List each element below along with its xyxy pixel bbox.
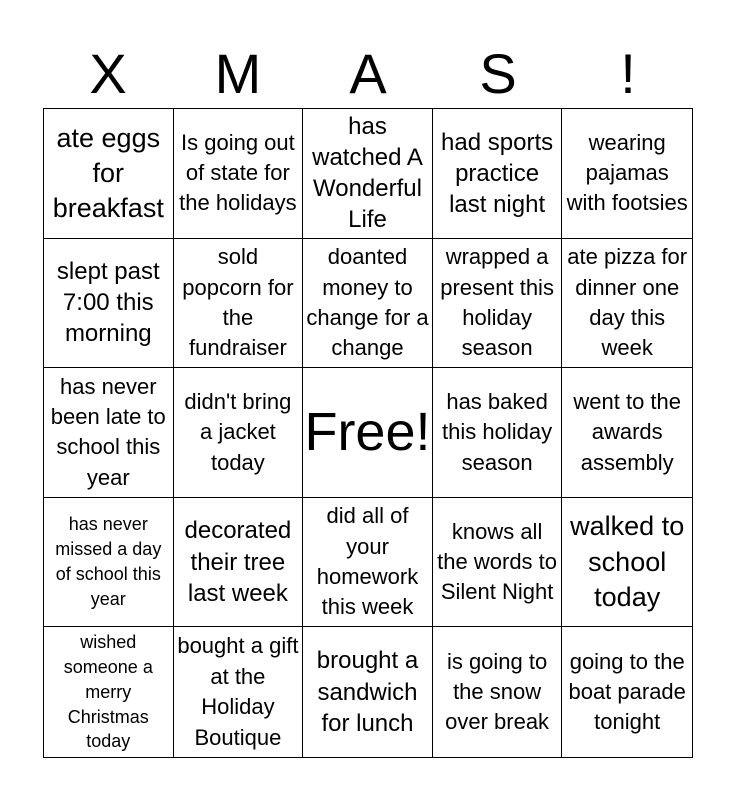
header-letter: A: [349, 42, 387, 105]
free-space[interactable]: Free!: [303, 368, 433, 498]
header-letter: S: [479, 42, 517, 105]
bingo-cell[interactable]: ate eggs for breakfast: [44, 109, 174, 239]
bingo-cell[interactable]: wrapped a present this holiday season: [433, 239, 563, 369]
bingo-cell[interactable]: went to the awards assembly: [562, 368, 692, 498]
bingo-cell[interactable]: decorated their tree last week: [174, 498, 304, 628]
bingo-header: [43, 40, 693, 108]
bingo-cell[interactable]: is going to the snow over break: [433, 627, 563, 757]
bingo-cell[interactable]: slept past 7:00 this morning: [44, 239, 174, 369]
bingo-cell[interactable]: knows all the words to Silent Night: [433, 498, 563, 628]
bingo-cell[interactable]: wished someone a merry Christmas today: [44, 627, 174, 757]
bingo-cell[interactable]: has baked this holiday season: [433, 368, 563, 498]
bingo-cell[interactable]: walked to school today: [562, 498, 692, 628]
header-letter: !: [620, 42, 636, 105]
bingo-cell[interactable]: has never been late to school this year: [44, 368, 174, 498]
header-letter: X: [89, 42, 127, 105]
bingo-cell[interactable]: has watched A Wonderful Life: [303, 109, 433, 239]
bingo-cell[interactable]: sold popcorn for the fundraiser: [174, 239, 304, 369]
bingo-grid: [43, 108, 693, 758]
bingo-cell[interactable]: doanted money to change for a change: [303, 239, 433, 369]
bingo-cell[interactable]: ate pizza for dinner one day this week: [562, 239, 692, 369]
bingo-cell[interactable]: did all of your homework this week: [303, 498, 433, 628]
header-letter: M: [214, 42, 262, 105]
bingo-cell[interactable]: has never missed a day of school this year: [44, 498, 174, 628]
bingo-cell[interactable]: brought a sandwich for lunch: [303, 627, 433, 757]
bingo-cell[interactable]: Is going out of state for the holidays: [174, 109, 304, 239]
bingo-cell[interactable]: had sports practice last night: [433, 109, 563, 239]
bingo-cell[interactable]: didn't bring a jacket today: [174, 368, 304, 498]
bingo-cell[interactable]: bought a gift at the Holiday Boutique: [174, 627, 304, 757]
bingo-cell[interactable]: going to the boat parade tonight: [568, 648, 686, 735]
bingo-cell[interactable]: wearing pajamas with footsies: [562, 109, 692, 239]
